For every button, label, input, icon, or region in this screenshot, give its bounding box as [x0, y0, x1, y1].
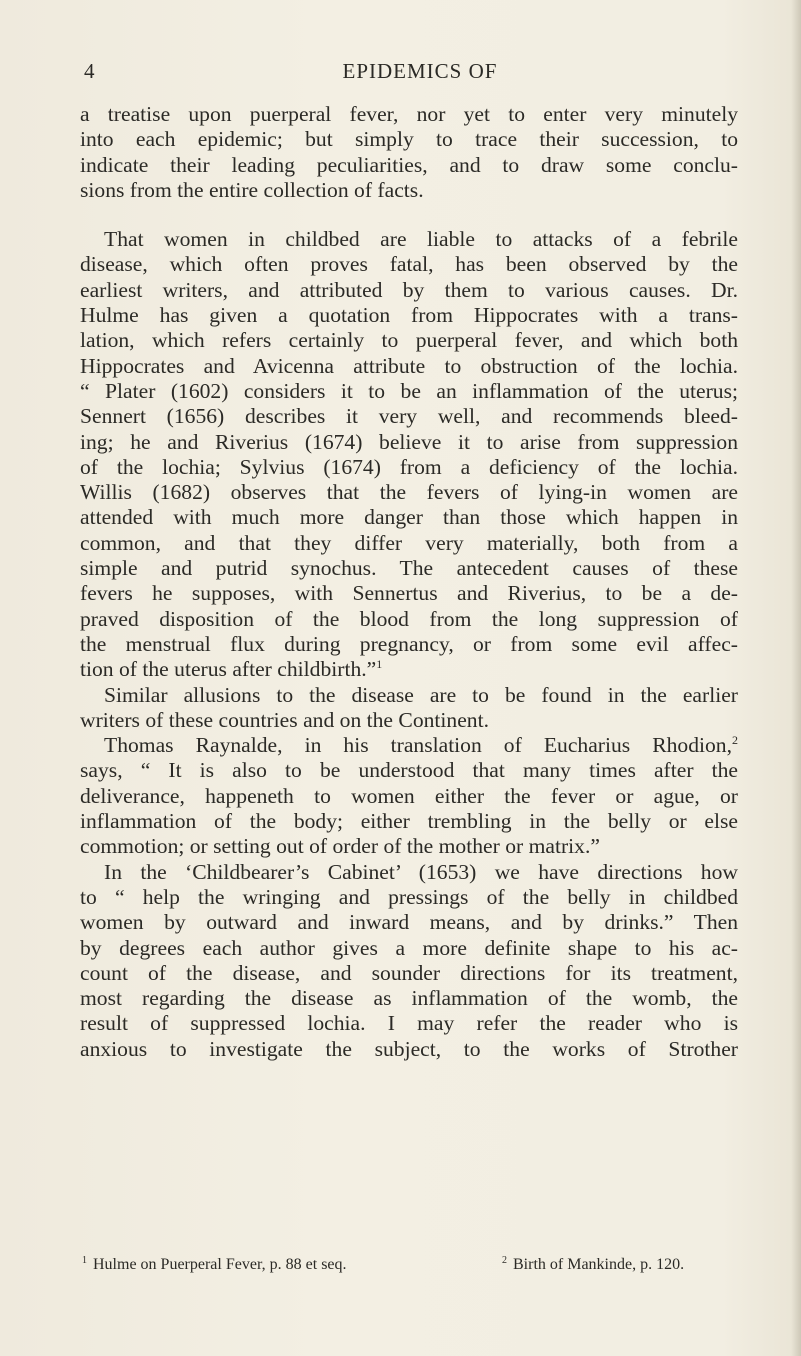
text-line: ing; he and Riverius (1674) believe it to arise from suppression	[80, 429, 738, 454]
text-line: deliverance, happeneth to women either the fever or ague, or	[80, 783, 738, 808]
text-line	[80, 657, 738, 682]
text-line: count of the disease, and sounder directions for its treatment,	[80, 960, 738, 985]
text-line: inflammation of the body; either trembling in the belly or else	[80, 809, 738, 834]
text-line: praved disposition of the blood from the long suppression of	[80, 606, 738, 631]
page-edge-shadow	[791, 0, 801, 1356]
text-line: by degrees each author gives a more definite shape to his ac-	[80, 935, 738, 960]
text-line: Hulme has given a quotation from Hippocrates with a trans-	[80, 303, 738, 328]
page-header	[80, 59, 730, 89]
footnote-ref: 2	[732, 732, 738, 747]
text-line: indicate their leading peculiarities, and to draw some conclu-	[80, 152, 738, 177]
text-line: Hippocrates and Avicenna attribute to obstruction of the lochia.	[80, 353, 738, 378]
text-line: disease, which often proves fatal, has been observed by the	[80, 252, 738, 277]
text-line: result of suppressed lochia. I may refer the reader who is	[80, 1011, 738, 1036]
text-line: Similar allusions to the disease are to be found in the earlier	[104, 682, 738, 707]
text-line: to “ help the wringing and pressings of the belly in childbed	[80, 884, 738, 909]
footnote	[82, 1256, 347, 1274]
text-line: most regarding the disease as inflammation of the womb, the	[80, 986, 738, 1011]
body-text	[80, 102, 738, 1062]
footnote	[502, 1256, 684, 1274]
text-line: “ Plater (1602) considers it to be an inflammation of the uterus;	[80, 378, 738, 403]
footnote-ref: 1	[376, 657, 383, 672]
text-line: fevers he supposes, with Sennertus and Riverius, to be a de-	[80, 581, 738, 606]
text-line: common, and that they differ very materially, both from a	[80, 530, 738, 555]
paragraph-gap	[80, 203, 738, 227]
text-line: sions from the entire collection of facts.	[80, 177, 424, 202]
footnote-text: Hulme on Puerperal Fever, p. 88 et seq.	[93, 1256, 347, 1273]
text-line: the menstrual flux during pregnancy, or from some evil affec-	[80, 631, 738, 656]
text-line: In the ‘Childbearer’s Cabinet’ (1653) we have directions how	[104, 859, 738, 884]
text-line-content: tion of the uterus after childbirth.”	[80, 657, 377, 682]
text-line: earliest writers, and attributed by them to various causes. Dr.	[80, 277, 738, 302]
text-line: anxious to investigate the subject, to the works of Strother	[80, 1036, 738, 1061]
text-line	[80, 733, 738, 758]
footnote-mark: 1	[82, 1254, 87, 1266]
text-line: Willis (1682) observes that the fevers of lying-in women are	[80, 480, 738, 505]
text-line: a treatise upon puerperal fever, nor yet to enter very minutely	[80, 102, 738, 126]
text-line: lation, which refers certainly to puerperal fever, and which both	[80, 328, 738, 353]
text-line: women by outward and inward means, and by drinks.” Then	[80, 910, 738, 935]
text-line: says, “ It is also to be understood that many times after the	[80, 758, 738, 783]
text-line: attended with much more danger than those which happen in	[80, 505, 738, 530]
text-line: That women in childbed are liable to attacks of a febrile	[104, 227, 738, 252]
text-line-content: Thomas Raynalde, in his translation of Eucharius Rhodion,	[104, 733, 732, 758]
text-line: Sennert (1656) describes it very well, and recommends bleed-	[80, 404, 738, 429]
text-line: simple and putrid synochus. The antecedent causes of these	[80, 556, 738, 581]
text-line: writers of these countries and on the Continent.	[80, 707, 489, 732]
text-line: into each epidemic; but simply to trace their succession, to	[80, 127, 738, 152]
text-line: commotion; or setting out of order of the mother or matrix.”	[80, 834, 600, 859]
footnote-text: Birth of Mankinde, p. 120.	[513, 1256, 685, 1273]
footnote-mark: 2	[502, 1254, 507, 1266]
running-head: EPIDEMICS OF	[342, 59, 498, 83]
text-line: of the lochia; Sylvius (1674) from a deficiency of the lochia.	[80, 454, 738, 479]
page-number: 4	[84, 59, 96, 83]
